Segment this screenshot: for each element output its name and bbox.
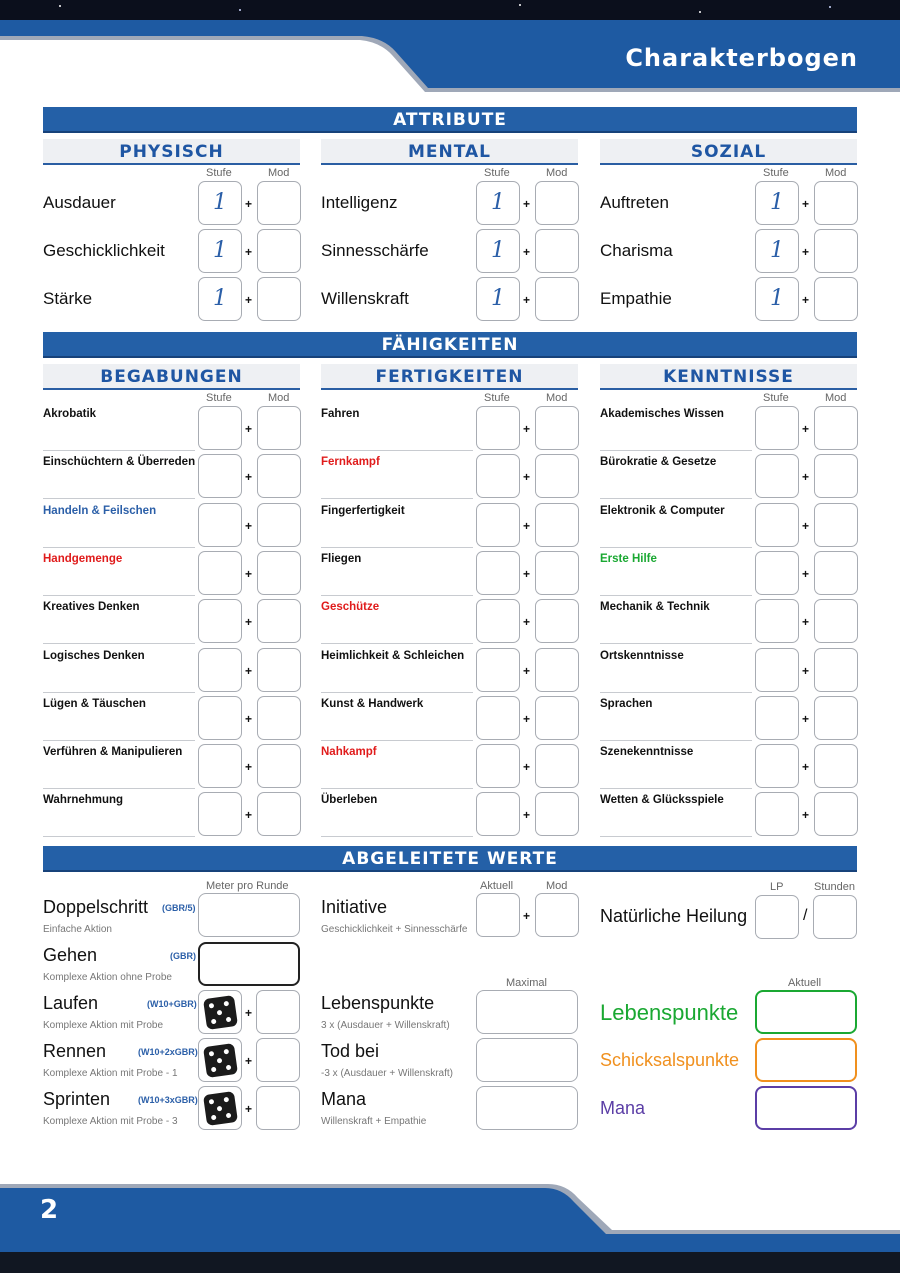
plus-sign: + xyxy=(802,566,810,581)
skill-mod-field[interactable] xyxy=(814,792,858,836)
plus-sign: + xyxy=(523,760,531,775)
skill-stufe-field[interactable] xyxy=(755,744,799,788)
plus-sign: + xyxy=(245,1102,253,1116)
attribute-stufe-field[interactable] xyxy=(198,229,242,273)
skill-mod-field[interactable] xyxy=(535,648,579,692)
skill-label: Fahren xyxy=(321,408,360,420)
skill-divider xyxy=(600,595,752,596)
attribute-stufe-field[interactable] xyxy=(755,277,799,321)
plus-sign: + xyxy=(523,518,531,533)
movement-label: Rennen xyxy=(43,1041,107,1061)
skill-column xyxy=(43,364,300,390)
maximal-header: Maximal xyxy=(506,977,547,989)
plus-sign: + xyxy=(802,422,810,436)
skill-stufe-field[interactable] xyxy=(198,599,242,643)
skill-divider xyxy=(600,740,752,741)
plus-sign: + xyxy=(245,293,253,307)
skill-stufe-field[interactable] xyxy=(198,744,242,788)
movement-tag: (W10+GBR) xyxy=(147,999,197,1009)
skill-divider xyxy=(321,836,473,837)
max-label: Tod bei xyxy=(321,1041,380,1061)
mod-header: Mod xyxy=(268,167,290,179)
attribute-label: Sinnesschärfe xyxy=(321,241,429,260)
slash-sign: / xyxy=(803,907,808,924)
attr-column xyxy=(321,139,578,165)
skill-divider xyxy=(43,450,195,451)
skill-stufe-field[interactable] xyxy=(198,503,242,547)
mod-header: Mod xyxy=(825,392,847,404)
attribute-mod-field[interactable] xyxy=(814,229,858,273)
skill-mod-field[interactable] xyxy=(535,792,579,836)
plus-sign: + xyxy=(802,197,810,211)
attribute-stufe-field[interactable] xyxy=(755,229,799,273)
doppelschritt-field[interactable] xyxy=(198,893,300,937)
plus-sign: + xyxy=(245,245,253,259)
attribute-label: Auftreten xyxy=(600,193,669,212)
skill-mod-field[interactable] xyxy=(814,599,858,643)
skill-column xyxy=(600,364,857,390)
attribute-label: Ausdauer xyxy=(43,193,116,212)
plus-sign: + xyxy=(245,1054,253,1068)
skill-label: Bürokratie & Gesetze xyxy=(600,456,717,469)
section-faehigkeiten: FÄHIGKEITEN xyxy=(43,332,857,358)
gehen-field[interactable] xyxy=(198,942,300,986)
skill-stufe-field[interactable] xyxy=(198,406,242,450)
skill-mod-field[interactable] xyxy=(814,648,858,692)
skill-stufe-field[interactable] xyxy=(476,792,520,836)
attribute-mod-field[interactable] xyxy=(257,181,301,225)
skill-divider xyxy=(600,450,752,451)
sprinten-field[interactable] xyxy=(256,1086,300,1130)
skill-mod-field[interactable] xyxy=(535,406,579,450)
plus-sign: + xyxy=(523,615,531,630)
healing-lp-field[interactable] xyxy=(755,895,799,939)
skill-divider xyxy=(43,740,195,741)
attribute-mod-field[interactable] xyxy=(535,277,579,321)
plus-sign: + xyxy=(523,711,531,726)
attribute-mod-field[interactable] xyxy=(257,229,301,273)
skill-label: Einschüchtern & Überreden xyxy=(43,456,196,469)
skill-divider xyxy=(43,836,195,837)
plus-sign: + xyxy=(245,760,253,775)
max-label: Mana xyxy=(321,1089,367,1109)
skill-label: Ortskenntnisse xyxy=(600,649,684,662)
skill-mod-field[interactable] xyxy=(257,792,301,836)
skill-stufe-field[interactable] xyxy=(476,406,520,450)
skill-label: Handeln & Feilschen xyxy=(43,504,157,517)
attribute-value: 1 xyxy=(213,190,227,215)
rennen-field[interactable] xyxy=(256,1038,300,1082)
healing-header-lp: LP xyxy=(770,881,784,893)
movement-tag: (W10+3xGBR) xyxy=(138,1095,198,1105)
current-label: Mana xyxy=(600,1098,646,1118)
skill-mod-field[interactable] xyxy=(814,744,858,788)
plus-sign: + xyxy=(802,760,810,775)
skill-mod-field[interactable] xyxy=(535,551,579,595)
skill-divider xyxy=(600,692,752,693)
skill-divider xyxy=(321,643,473,644)
plus-sign: + xyxy=(245,808,253,823)
attribute-stufe-field[interactable] xyxy=(198,277,242,321)
movement-sub: Komplexe Aktion ohne Probe xyxy=(43,972,172,983)
max-sub: Willenskraft + Empathie xyxy=(321,1116,427,1127)
skill-label: Kunst & Handwerk xyxy=(321,697,424,710)
skill-divider xyxy=(600,836,752,837)
attribute-stufe-field[interactable] xyxy=(755,181,799,225)
movement-sub: Komplexe Aktion mit Probe xyxy=(43,1020,164,1031)
attribute-value: 1 xyxy=(770,238,784,263)
attr-column-title: MENTAL xyxy=(321,139,578,165)
mana-max-field[interactable] xyxy=(476,1086,578,1130)
plus-sign: + xyxy=(802,808,810,823)
movement-sub: Komplexe Aktion mit Probe - 1 xyxy=(43,1068,178,1079)
skill-stufe-field[interactable] xyxy=(198,454,242,498)
mod-header: Mod xyxy=(546,392,568,404)
skill-column xyxy=(321,364,578,390)
attribute-mod-field[interactable] xyxy=(257,277,301,321)
plus-sign: + xyxy=(245,197,253,211)
skill-stufe-field[interactable] xyxy=(476,551,520,595)
skill-divider xyxy=(43,692,195,693)
skill-stufe-field[interactable] xyxy=(476,744,520,788)
skill-mod-field[interactable] xyxy=(814,503,858,547)
skill-label: Überleben xyxy=(321,794,378,807)
skill-divider xyxy=(321,788,473,789)
skill-mod-field[interactable] xyxy=(535,744,579,788)
attribute-label: Empathie xyxy=(600,289,672,308)
footer-band xyxy=(0,1180,900,1273)
skill-column-title: BEGABUNGEN xyxy=(43,364,300,390)
stufe-header: Stufe xyxy=(484,167,510,179)
skill-divider xyxy=(43,643,195,644)
page-number: 2 xyxy=(40,1195,59,1225)
skill-label: Sprachen xyxy=(600,697,653,710)
skill-divider xyxy=(321,450,473,451)
attribute-value: 1 xyxy=(491,238,505,263)
attribute-value: 1 xyxy=(491,286,505,311)
movement-tag: (GBR) xyxy=(170,951,196,961)
skill-stufe-field[interactable] xyxy=(755,696,799,740)
skill-divider xyxy=(43,498,195,499)
skill-stufe-field[interactable] xyxy=(476,454,520,498)
skill-divider xyxy=(321,692,473,693)
laufen-field[interactable] xyxy=(256,990,300,1034)
plus-sign: + xyxy=(245,711,253,726)
stufe-header: Stufe xyxy=(206,167,232,179)
movement-label: Sprinten xyxy=(43,1089,111,1109)
movement-sub: Einfache Aktion xyxy=(43,924,112,935)
skill-label: Kreatives Denken xyxy=(43,601,140,614)
skill-label: Geschütze xyxy=(321,601,380,614)
plus-sign: + xyxy=(802,711,810,726)
skill-divider xyxy=(321,595,473,596)
stufe-header: Stufe xyxy=(763,392,789,404)
skill-mod-field[interactable] xyxy=(257,599,301,643)
skill-label: Wahrnehmung xyxy=(43,794,124,807)
skill-label: Fliegen xyxy=(321,552,362,565)
mod-header: Mod xyxy=(825,167,847,179)
mod-header: Mod xyxy=(546,167,568,179)
plus-sign: + xyxy=(245,1006,253,1020)
attribute-label: Intelligenz xyxy=(321,193,398,212)
plus-sign: + xyxy=(523,293,531,307)
attribute-label: Willenskraft xyxy=(321,289,409,308)
skill-mod-field[interactable] xyxy=(257,744,301,788)
skill-stufe-field[interactable] xyxy=(476,648,520,692)
plus-sign: + xyxy=(802,245,810,259)
plus-sign: + xyxy=(245,518,253,533)
document-title: Charakterbogen xyxy=(625,44,858,72)
skill-divider xyxy=(321,740,473,741)
skill-mod-field[interactable] xyxy=(535,599,579,643)
skill-label: Handgemenge xyxy=(43,552,123,565)
skill-divider xyxy=(600,788,752,789)
skill-label: Erste Hilfe xyxy=(600,552,657,565)
plus-sign: + xyxy=(523,909,531,923)
initiative-mod-field[interactable] xyxy=(535,893,579,937)
plus-sign: + xyxy=(245,663,253,678)
attribute-value: 1 xyxy=(213,238,227,263)
skill-stufe-field[interactable] xyxy=(755,454,799,498)
skill-column-title: KENNTNISSE xyxy=(600,364,857,390)
skill-stufe-field[interactable] xyxy=(755,406,799,450)
lebenspunkte-max-field[interactable] xyxy=(476,990,578,1034)
skill-mod-field[interactable] xyxy=(535,454,579,498)
skill-mod-field[interactable] xyxy=(257,696,301,740)
attribute-mod-field[interactable] xyxy=(814,277,858,321)
skill-stufe-field[interactable] xyxy=(755,648,799,692)
attribute-value: 1 xyxy=(770,286,784,311)
attribute-value: 1 xyxy=(213,286,227,311)
attribute-stufe-field[interactable] xyxy=(198,181,242,225)
skill-mod-field[interactable] xyxy=(257,551,301,595)
skill-mod-field[interactable] xyxy=(257,454,301,498)
skill-stufe-field[interactable] xyxy=(755,792,799,836)
initiative-sub: Geschicklichkeit + Sinnesschärfe xyxy=(321,924,468,935)
attribute-stufe-field[interactable] xyxy=(476,229,520,273)
skill-stufe-field[interactable] xyxy=(755,551,799,595)
plus-sign: + xyxy=(523,470,531,485)
skill-stufe-field[interactable] xyxy=(476,503,520,547)
skill-label: Akademisches Wissen xyxy=(600,408,724,420)
attribute-value: 1 xyxy=(770,190,784,215)
attr-column xyxy=(600,139,857,165)
plus-sign: + xyxy=(802,470,810,485)
mana-aktuell-field[interactable] xyxy=(755,1086,857,1130)
aktuell-header: Aktuell xyxy=(788,977,822,989)
plus-sign: + xyxy=(802,518,810,533)
skill-divider xyxy=(321,498,473,499)
lebenspunkte-aktuell-field[interactable] xyxy=(755,990,857,1034)
initiative-label: Initiative xyxy=(321,897,388,917)
skill-divider xyxy=(600,498,752,499)
plus-sign: + xyxy=(245,566,253,581)
skill-stufe-field[interactable] xyxy=(198,792,242,836)
skill-divider xyxy=(43,547,195,548)
attribute-stufe-field[interactable] xyxy=(476,181,520,225)
skill-divider xyxy=(600,547,752,548)
skill-stufe-field[interactable] xyxy=(198,648,242,692)
attribute-label: Charisma xyxy=(600,241,673,260)
attr-column xyxy=(43,139,300,165)
skill-stufe-field[interactable] xyxy=(755,599,799,643)
attribute-mod-field[interactable] xyxy=(535,229,579,273)
movement-sub: Komplexe Aktion mit Probe - 3 xyxy=(43,1116,178,1127)
dice-icon xyxy=(198,1038,242,1082)
movement-label: Doppelschritt xyxy=(43,897,149,917)
skill-label: Heimlichkeit & Schleichen xyxy=(321,649,465,662)
plus-sign: + xyxy=(802,663,810,678)
initiative-header-aktuell: Aktuell xyxy=(480,880,514,892)
section-attribute: ATTRIBUTE xyxy=(43,107,857,133)
plus-sign: + xyxy=(245,615,253,630)
skill-label: Nahkampf xyxy=(321,746,377,759)
plus-sign: + xyxy=(523,422,531,436)
healing-header-stunden: Stunden xyxy=(814,881,855,893)
healing-stunden-field[interactable] xyxy=(813,895,857,939)
section-abgeleitete-werte: ABGELEITETE WERTE xyxy=(43,846,857,872)
dice-icon xyxy=(198,990,242,1034)
attribute-value: 1 xyxy=(491,190,505,215)
max-sub: 3 x (Ausdauer + Willenskraft) xyxy=(321,1020,450,1031)
skill-label: Fernkampf xyxy=(321,456,380,469)
initiative-aktuell-field[interactable] xyxy=(476,893,520,937)
skill-mod-field[interactable] xyxy=(257,648,301,692)
attribute-stufe-field[interactable] xyxy=(476,277,520,321)
skill-label: Fingerfertigkeit xyxy=(321,504,405,517)
skill-stufe-field[interactable] xyxy=(198,551,242,595)
movement-tag: (GBR/5) xyxy=(162,903,196,913)
movement-tag: (W10+2xGBR) xyxy=(138,1047,198,1057)
movement-label: Laufen xyxy=(43,993,99,1013)
initiative-header-mod: Mod xyxy=(546,880,568,892)
attribute-mod-field[interactable] xyxy=(814,181,858,225)
skill-stufe-field[interactable] xyxy=(476,599,520,643)
skill-stufe-field[interactable] xyxy=(755,503,799,547)
skill-label: Logisches Denken xyxy=(43,649,145,662)
skill-mod-field[interactable] xyxy=(535,503,579,547)
schicksalspunkte-aktuell-field[interactable] xyxy=(755,1038,857,1082)
plus-sign: + xyxy=(523,808,531,823)
skill-divider xyxy=(600,643,752,644)
skill-label: Mechanik & Technik xyxy=(600,601,710,614)
skill-stufe-field[interactable] xyxy=(476,696,520,740)
attr-column-title: SOZIAL xyxy=(600,139,857,165)
plus-sign: + xyxy=(523,663,531,678)
skill-mod-field[interactable] xyxy=(535,696,579,740)
skill-label: Elektronik & Computer xyxy=(600,504,725,517)
skill-mod-field[interactable] xyxy=(257,503,301,547)
movement-label: Gehen xyxy=(43,945,98,965)
dice-icon xyxy=(198,1086,242,1130)
healing-label: Natürliche Heilung xyxy=(600,906,748,926)
plus-sign: + xyxy=(802,615,810,630)
skill-mod-field[interactable] xyxy=(814,406,858,450)
skill-label: Wetten & Glücksspiele xyxy=(600,794,724,807)
attribute-label: Geschicklichkeit xyxy=(43,241,165,260)
attribute-label: Stärke xyxy=(43,289,93,308)
stufe-header: Stufe xyxy=(484,392,510,404)
skill-label: Verführen & Manipulieren xyxy=(43,746,183,759)
stufe-header: Stufe xyxy=(763,167,789,179)
skill-label: Szenekenntnisse xyxy=(600,746,694,759)
max-sub: -3 x (Ausdauer + Willenskraft) xyxy=(321,1068,453,1079)
current-label: Schicksalspunkte xyxy=(600,1050,740,1070)
skill-mod-field[interactable] xyxy=(814,454,858,498)
skill-divider xyxy=(43,595,195,596)
current-label: Lebenspunkte xyxy=(600,1000,739,1025)
skill-divider xyxy=(43,788,195,789)
plus-sign: + xyxy=(523,197,531,211)
skill-column-title: FERTIGKEITEN xyxy=(321,364,578,390)
plus-sign: + xyxy=(523,245,531,259)
plus-sign: + xyxy=(245,470,253,485)
skill-divider xyxy=(321,547,473,548)
meter-header: Meter pro Runde xyxy=(206,880,289,892)
skill-label: Akrobatik xyxy=(43,408,97,420)
attribute-mod-field[interactable] xyxy=(535,181,579,225)
mod-header: Mod xyxy=(268,392,290,404)
skill-mod-field[interactable] xyxy=(257,406,301,450)
tod-bei-field[interactable] xyxy=(476,1038,578,1082)
attr-column-title: PHYSISCH xyxy=(43,139,300,165)
plus-sign: + xyxy=(523,566,531,581)
skill-label: Lügen & Täuschen xyxy=(43,697,146,710)
skill-mod-field[interactable] xyxy=(814,551,858,595)
skill-mod-field[interactable] xyxy=(814,696,858,740)
plus-sign: + xyxy=(245,422,253,436)
skill-stufe-field[interactable] xyxy=(198,696,242,740)
stufe-header: Stufe xyxy=(206,392,232,404)
max-label: Lebenspunkte xyxy=(321,993,435,1013)
plus-sign: + xyxy=(802,293,810,307)
